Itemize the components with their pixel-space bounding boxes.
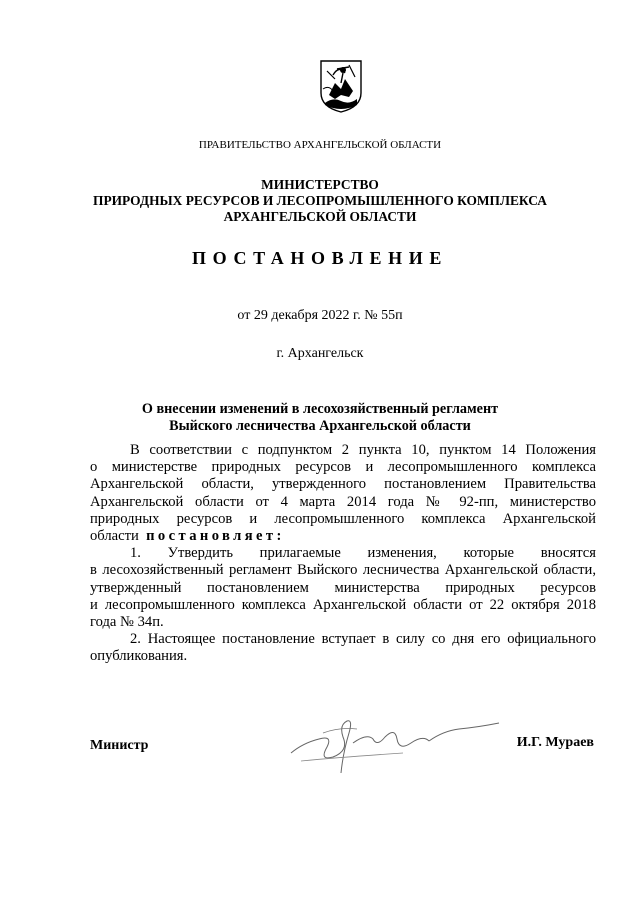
ministry-line: МИНИСТЕРСТВО <box>261 177 379 192</box>
body-line-decree <box>90 528 596 545</box>
body-line: природных ресурсов и лесопромышленного комплекса Архангельской <box>90 510 596 527</box>
item-1-line: и лесопромышленного комплекса Архангельской области от 22 октября 2018 <box>90 596 596 613</box>
handwritten-signature <box>283 713 503 775</box>
document-subject <box>0 401 640 435</box>
coat-of-arms-emblem <box>319 59 363 114</box>
item-1-line: 1. Утвердить прилагаемые изменения, которые вносятся <box>130 545 596 562</box>
signer-name: И.Г. Мураев <box>516 735 594 750</box>
body-line: В соответствии с подпунктом 2 пункта 10, пунктом 14 Положения <box>130 442 596 458</box>
document-date-number: от 29 декабря 2022 г. № 55п <box>237 308 403 323</box>
document-body <box>90 442 596 666</box>
government-header: ПРАВИТЕЛЬСТВО АРХАНГЕЛЬСКОЙ ОБЛАСТИ <box>198 139 442 151</box>
subject-line: Выйского лесничества Архангельской области <box>169 418 471 434</box>
body-line: Архангельской области от 4 марта 2014 года № 92-пп, министерство <box>90 493 596 510</box>
body-line: о министерстве природных ресурсов и лесопромышленного комплекса <box>90 459 596 476</box>
document-city: г. Архангельск <box>276 346 364 361</box>
decree-word: постановляет: <box>146 528 285 545</box>
item-2-line: 2. Настоящее постановление вступает в силу со дня его официального <box>130 631 596 648</box>
ministry-line: АРХАНГЕЛЬСКОЙ ОБЛАСТИ <box>223 209 417 224</box>
ministry-name <box>0 177 640 225</box>
item-1-line: утвержденный постановлением министерства природных ресурсов <box>90 579 596 596</box>
document-type: ПОСТАНОВЛЕНИЕ <box>192 248 448 268</box>
item-1-line: года № 34п. <box>90 614 164 631</box>
ministry-line: ПРИРОДНЫХ РЕСУРСОВ И ЛЕСОПРОМЫШЛЕННОГО КОМПЛЕКСА <box>93 193 547 208</box>
body-line-text: области <box>90 528 139 545</box>
subject-line: О внесении изменений в лесохозяйственный регламент <box>141 401 499 417</box>
body-line: Архангельской области, утвержденного постановлением Правительства <box>90 476 596 493</box>
item-2-line: опубликования. <box>90 648 188 665</box>
item-1-line: в лесохозяйственный регламент Выйского лесничества Архангельской области, <box>90 562 596 579</box>
signer-title: Министр <box>90 738 149 753</box>
